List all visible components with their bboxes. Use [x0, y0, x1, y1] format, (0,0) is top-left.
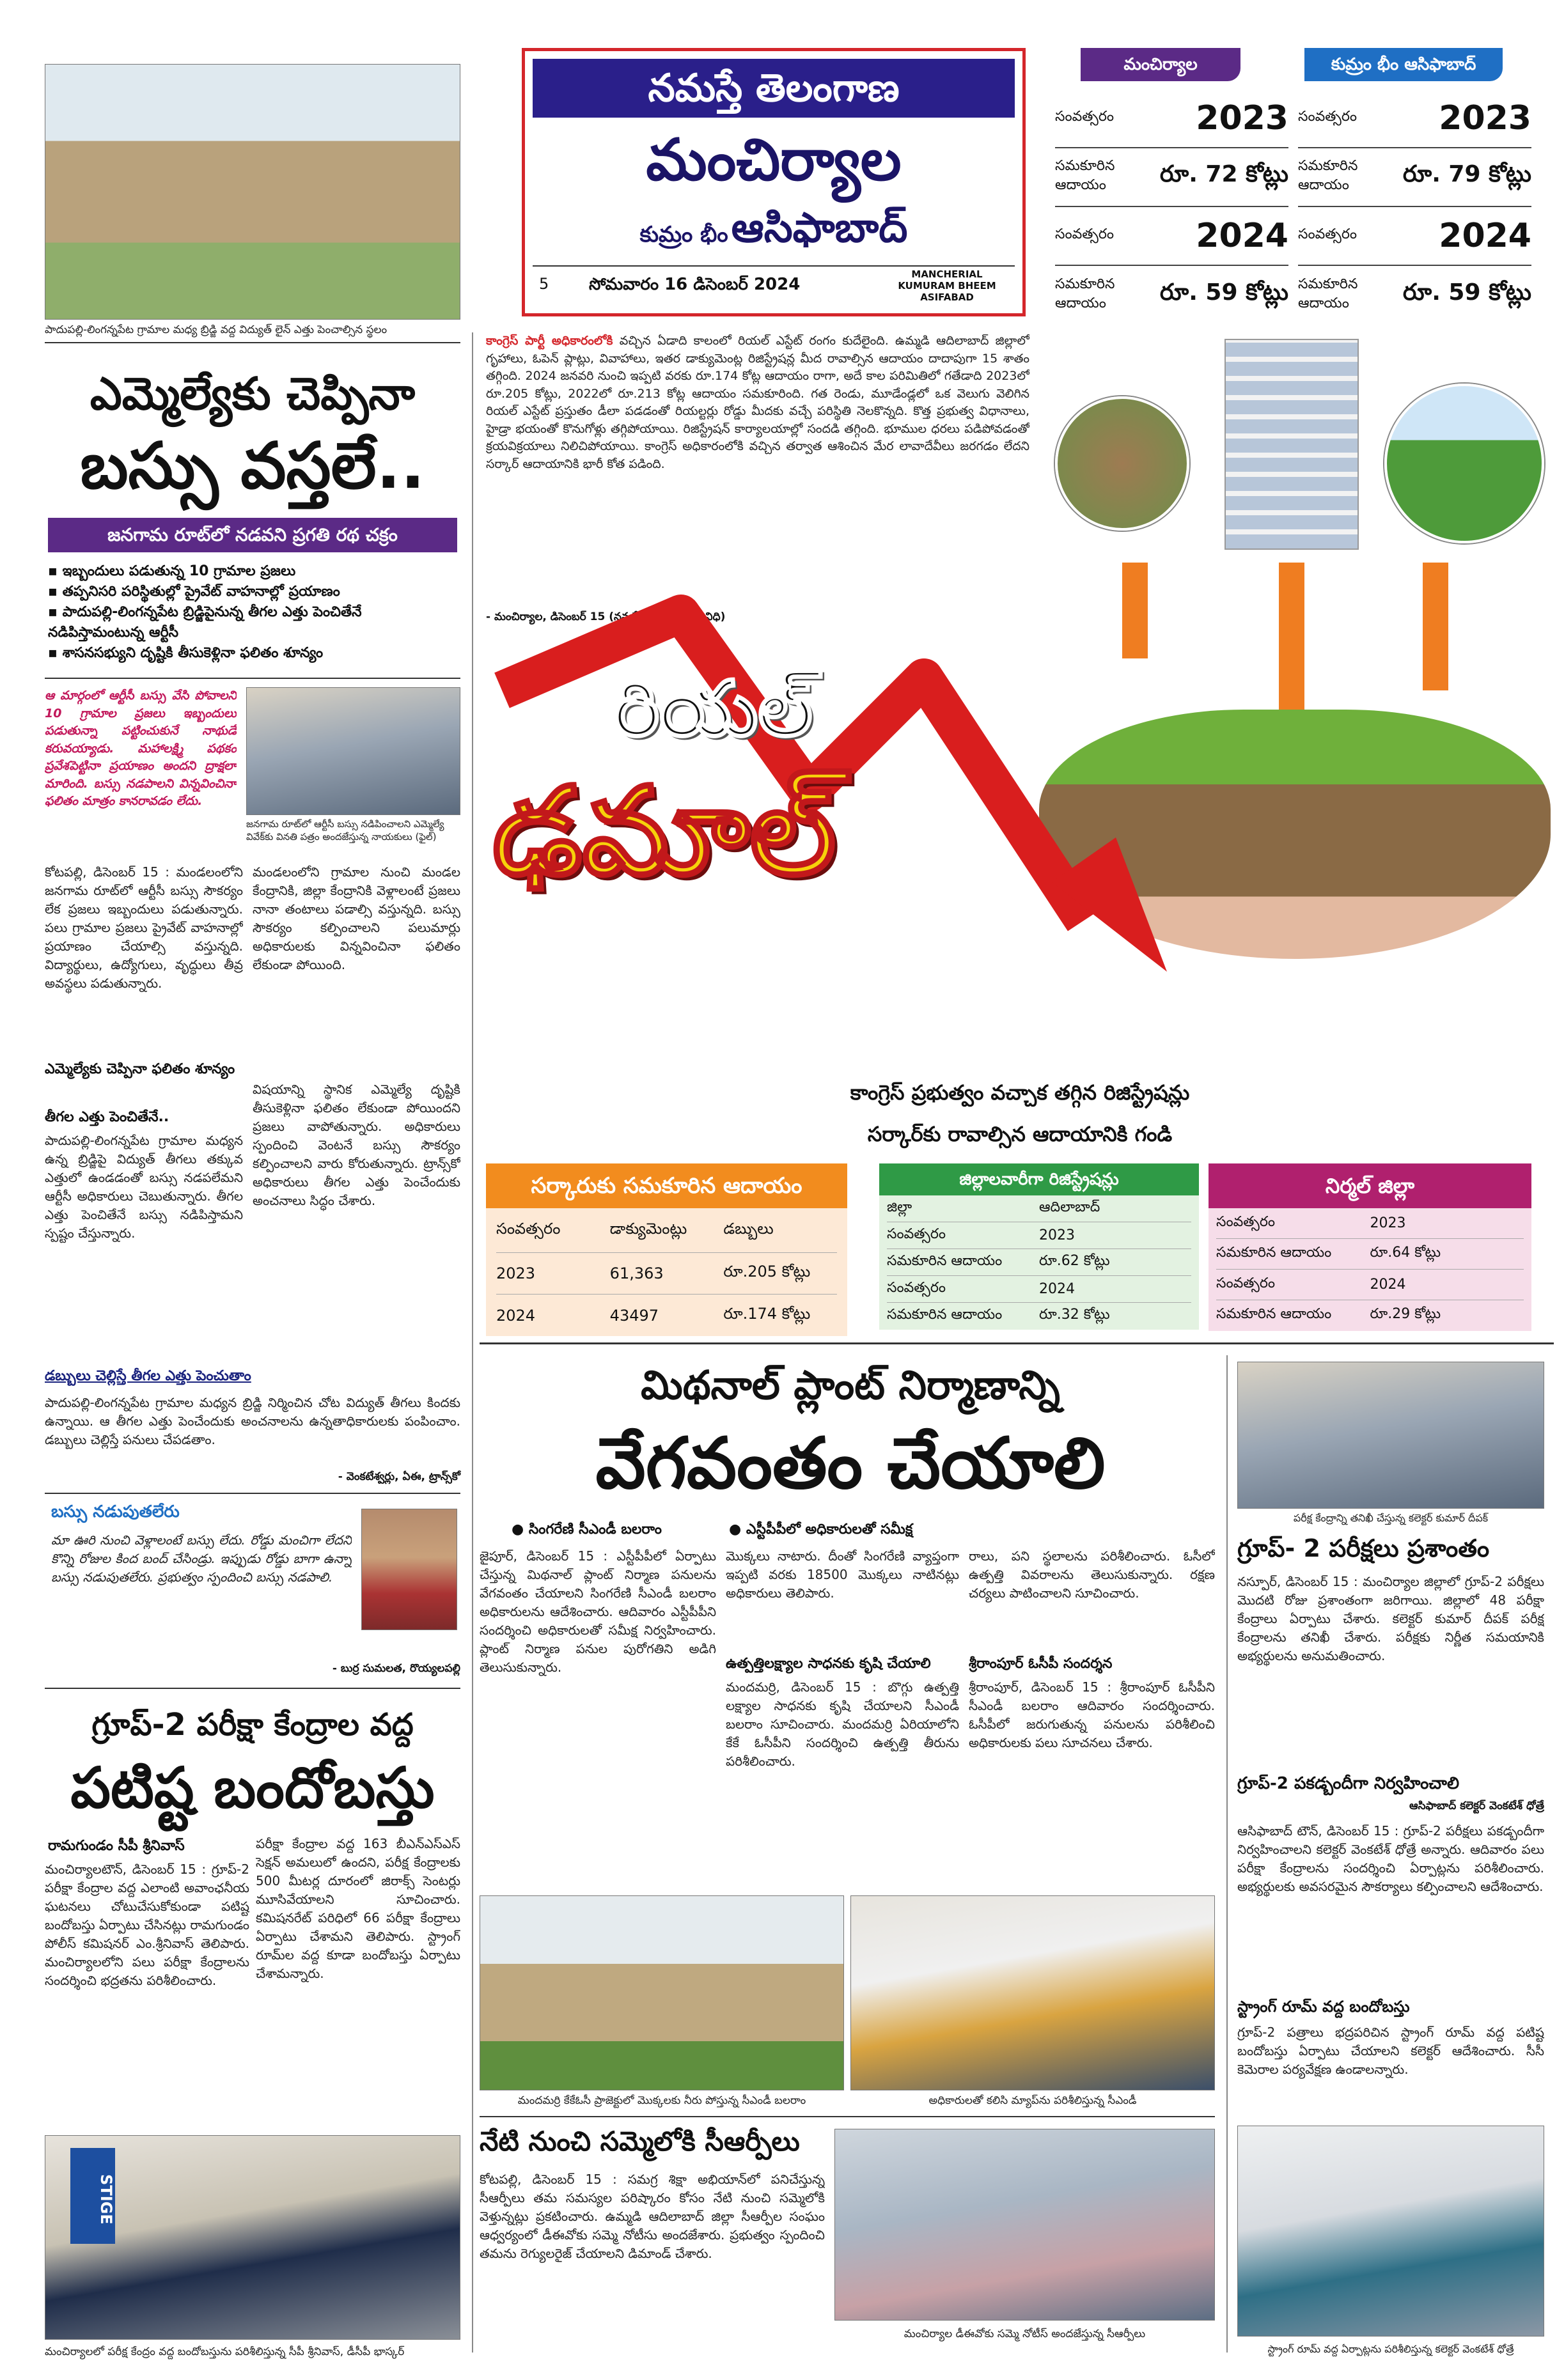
- table-header: డబ్బులు: [723, 1219, 774, 1238]
- realestate-headline-2: ఢమాల్: [492, 761, 836, 902]
- asifabad-stats-title: కుమ్రం భీం ఆసిఫాబాద్: [1304, 48, 1503, 81]
- table-row: [1216, 1208, 1524, 1239]
- column-rule: [472, 332, 473, 2353]
- stats-value: రూ. 59 కోట్లు: [1402, 279, 1531, 306]
- masthead-box: [522, 48, 1026, 316]
- table-cell: సమకూరిన ఆదాయం: [887, 1252, 1003, 1269]
- table-cell: 61,363: [609, 1264, 664, 1282]
- adilabad-table: [879, 1195, 1199, 1330]
- revenue-table-title: సర్కారుకు సమకూరిన ఆదాయం: [486, 1163, 847, 1208]
- stats-row: [1298, 266, 1531, 325]
- sub-district-line: [525, 205, 1022, 261]
- lead-label: కాంగ్రెస్ పార్టీ అధికారంలోకి: [486, 334, 613, 348]
- quote-byline: - బుర్ర సుమలత, రొయ్యలపల్లి: [332, 1662, 460, 1675]
- divider: [45, 342, 460, 343]
- table-cell: 2024: [1039, 1281, 1075, 1297]
- stats-label: సమకూరిన ఆదాయం: [1055, 158, 1115, 193]
- stats-row: [1055, 148, 1288, 207]
- exam-check-photo-caption: పరీక్ష కేంద్రాన్ని తనిఖీ చేస్తున్న కలెక్టర్ కుమార్ దీపక్: [1293, 1512, 1489, 1524]
- bus-bullets: [48, 561, 457, 663]
- exam-check-photo: [1237, 1362, 1544, 1509]
- crp-headline: నేటి నుంచి సమ్మెలోకి సీఆర్పీలు: [480, 2126, 800, 2157]
- methanol-subhead-right: శ్రీరాంపూర్ ఓసీపీ సందర్శన: [969, 1656, 1113, 1672]
- stats-value: రూ. 72 కోట్లు: [1159, 161, 1288, 187]
- bus-story-col2: మండలంలోని గ్రామాల నుంచి మండల కేంద్రానికి, జిల్లా కేంద్రానికి వెళ్లాలంటే ప్రజలు నానా తంటాలు పడాల్సి వస్తున్నది. బస్సు సౌకర్యం కల్పించాలని పలుమార్లు అధికారులకు విన్నవించినా ఫలితం లేకుండా పోయింది.: [253, 864, 460, 972]
- paper-name-band: నమస్తే తెలంగాణ: [533, 59, 1015, 118]
- plantation-photo-caption: మందమర్రి కేకేఓసీ ప్రాజెక్టులో మొక్కలకు నీరు పోస్తున్న సీఎండీ బలరాం: [517, 2094, 806, 2107]
- divider: [480, 1342, 1554, 1344]
- pink-intro: ఆ మార్గంలో ఆర్టీసీ బస్సు వేసి పోవాలని 10 గ్రామాల ప్రజలు ఇబ్బందులు పడుతున్నా పట్టించుకునే నాథుడే కరువయ్యాడు. మహాలక్ష్మి పథకం ప్రవేశపెట్టినా ప్రయాణం అందని ద్రాక్షలా మారింది. బస్సు నడపాలని విన్నవించినా ఫలితం మాత్రం కానరావడం లేదు.: [45, 688, 237, 809]
- table-row: [1216, 1270, 1524, 1300]
- stats-value: 2024: [1439, 217, 1531, 255]
- table-header-row: [496, 1208, 837, 1253]
- methanol-col1: జైపూర్, డిసెంబర్ 15 : ఎస్టీపీపీలో ఏర్పాటు చేస్తున్న మిథనాల్ ప్లాంట్ నిర్మాణ పనులను వేగవంతం చేయాలని సింగరేణి సీఎండీ బలరాం అధికారులను ఆదేశించారు. ఆదివారం ఎస్టీపీపీని సందర్శించి అధికారులతో సమీక్ష నిర్వహించారు. ప్లాంట్ నిర్మాణ పనుల పురోగతిని అడిగి తెలుసుకున్నారు.: [480, 1548, 716, 1675]
- mancherial-stats-title: మంచిర్యాల: [1081, 48, 1240, 81]
- group2-peaceful-headline: గ్రూప్- 2 పరీక్షలు ప్రశాంతం: [1237, 1534, 1490, 1562]
- masthead-divider: [533, 265, 1015, 267]
- stats-row: [1298, 148, 1531, 207]
- table-cell: 2024: [496, 1306, 536, 1325]
- group2-subhead-1: గ్రూప్-2 పకడ్బందీగా నిర్వహించాలి: [1237, 1774, 1459, 1793]
- subhead-wires: తీగల ఎత్తు పెంచితేనే..: [45, 1109, 169, 1125]
- stats-label: సంవత్సరం: [1298, 226, 1357, 242]
- orange-arrow-left: [1122, 563, 1148, 658]
- stats-label: సంవత్సరం: [1055, 226, 1115, 242]
- edition-english: MANCHERIAL KUMURAM BHEEM ASIFABAD: [898, 268, 996, 303]
- group2-story-col2: పరీక్షా కేంద్రాల వద్ద 163 బీఎన్ఎస్ఎస్ సెక్షన్ అమలులో ఉందని, పరీక్ష కేంద్రాలకు 500 మీటర్ల దూరంలో జిరాక్స్ సెంటర్లు మూసివేయాలని సూచించారు. కమిషనరేట్ పరిధిలో 66 పరీక్షా కేంద్రాలు ఏర్పాటు చేశామని తెలిపారు. స్ట్రాంగ్ రూమ్‌ల వద్ద కూడా బందోబస్తు ఏర్పాటు చేశామన్నారు.: [256, 1836, 460, 1981]
- methanol-col3: రాలు, పని స్థలాలను పరిశీలించారు. ఓసీలో ఉత్పత్తి వివరాలను తెలుసుకున్నారు. రక్షణ చర్యలు పాటించాలని సూచించారు.: [969, 1548, 1215, 1601]
- subhead-mla: ఎమ్మెల్యేకు చెప్పినా ఫలితం శూన్యం: [45, 1061, 235, 1077]
- quote-box-text: మా ఊరి నుంచి వెళ్లాలంటే బస్సు లేదు. రోడ్డు మంచిగా లేదని కొన్ని రోజుల కింద బంద్ చేసిండ్రు. ఇప్పుడు రోడ్డు బాగా ఉన్నా బస్సు నడుపుతలేరు. ప్రభుత్వం స్పందించి బస్సు నడపాలి.: [51, 1532, 352, 1585]
- table-cell: 2023: [1039, 1227, 1075, 1243]
- stats-value: రూ. 79 కోట్లు: [1402, 161, 1531, 187]
- table-row: [887, 1249, 1191, 1276]
- realestate-sub-1: కాంగ్రెస్ ప్రభుత్వం వచ్చాక తగ్గిన రిజిస్ట్రేషన్లు: [850, 1080, 1190, 1105]
- building-image: [1224, 339, 1359, 550]
- table-cell: 43497: [609, 1306, 659, 1325]
- road-photo-caption: పాదుపల్లి-లింగన్నపేట గ్రామాల మధ్య బ్రిడ్జి వద్ద విద్యుత్ లైన్ ఎత్తు పెంచాల్సిన స్థలం: [45, 323, 387, 336]
- bus-story-col2b: విషయాన్ని స్థానిక ఎమ్మెల్యే దృష్టికి తీసుకెళ్లినా ఫలితం లేకుండా పోయిందని ప్రజలు వాపోతున్నారు. అధికారులు స్పందించి వెంటనే బస్సు సౌకర్యం కల్పించాలని వారు కోరుతున్నారు. ట్రాన్స్‌కో అధికారులు తీగల ఎత్తు పెంచేందుకు అంచనాలు సిద్ధం చేశారు.: [253, 1082, 460, 1208]
- petition-photo: [246, 687, 460, 815]
- lead-byline: - మంచిర్యాల, డిసెంబర్ 15 (నమస్తే తెలంగాణ ప్రతినిధి): [486, 611, 726, 623]
- bullet-item: ▪ పాదుపల్లి-లింగన్నపేట బ్రిడ్జిపైనున్న తీగల ఎత్తు పెంచితేనే నడిపిస్తామంటున్న ఆర్టీసీ: [48, 603, 362, 641]
- strongroom-photo-caption: స్ట్రాంగ్ రూమ్ వద్ద ఏర్పాట్లను పరిశీలిస్తున్న కలెక్టర్ వెంకటేశ్ ధోత్రే: [1267, 2343, 1514, 2355]
- bullet-item: ▪ ఇబ్బందులు పడుతున్న 10 గ్రామాల ప్రజలు: [48, 563, 296, 579]
- stats-row: [1298, 207, 1531, 266]
- strongroom-story: గ్రూప్-2 పత్రాలు భద్రపరిచిన స్ట్రాంగ్ రూమ్ వద్ద పటిష్ట బందోబస్తు ఏర్పాటు చేయాలని కలెక్టర్ ఆదేశించారు. సీసీ కెమెరాల పర్యవేక్షణ ఉండాలన్నారు.: [1237, 2025, 1544, 2077]
- methanol-subhead-mid: ఉత్పత్తిలక్ష్యాల సాధనకు కృషి చేయాలి: [726, 1656, 931, 1672]
- stats-label: సమకూరిన ఆదాయం: [1298, 276, 1358, 311]
- table-cell: రూ.62 కోట్లు: [1039, 1252, 1110, 1269]
- table-cell: 2023: [1370, 1215, 1406, 1231]
- asifabad-stats: [1298, 89, 1531, 325]
- bus-headline-2: బస్సు వస్తలే..: [80, 428, 425, 503]
- stats-value: 2023: [1196, 99, 1288, 137]
- stats-value: 2024: [1196, 217, 1288, 255]
- revenue-table: [486, 1208, 847, 1336]
- table-row: [887, 1276, 1191, 1303]
- methanol-col3b: శ్రీరాంపూర్, డిసెంబర్ 15 : శ్రీరాంపూర్ ఓసీపీని సీఎండీ బలరాం ఆదివారం సందర్శించారు. ఓసీపీలో జరుగుతున్న పనులను పరిశీలించి అధికారులకు పలు సూచనలు చేశారు.: [969, 1679, 1215, 1750]
- group2-dateline: రామగుండం సీపీ శ్రీనివాస్: [48, 1838, 185, 1854]
- column-rule: [1226, 1355, 1228, 2353]
- subhead-payment: డబ్బులు చెల్లిస్తే తీగల ఎత్తు పెంచుతాం: [45, 1368, 251, 1384]
- map-review-photo-caption: అధికారులతో కలిసి మ్యాప్‌ను పరిశీలిస్తున్న సీఎండీ: [928, 2094, 1137, 2107]
- table-header: డాక్యుమెంట్లు: [609, 1219, 687, 1238]
- road-photo: [45, 64, 460, 320]
- table-cell: రూ.29 కోట్లు: [1370, 1306, 1441, 1322]
- stats-value: 2023: [1439, 99, 1531, 137]
- methanol-headline-2: వేగవంతం చేయాలి: [595, 1422, 1106, 1504]
- mancherial-stats: [1055, 89, 1288, 325]
- stats-label: సమకూరిన ఆదాయం: [1055, 276, 1115, 311]
- petition-photo-caption: జనగామ రూట్‌లో ఆర్టీసీ బస్సు నడిపించాలని ఎమ్మెల్యే వివేక్‌కు వినతి పత్రం అందజేస్తున్న నాయకులు (ఫైల్): [246, 818, 444, 843]
- table-row: [1216, 1300, 1524, 1331]
- ae-byline: - వెంకటేశ్వర్లు, ఏఈ, ట్రాన్స్‌కో: [338, 1470, 460, 1483]
- group2-story-col1: మంచిర్యాలటౌన్, డిసెంబర్ 15 : గ్రూప్-2 పరీక్షా కేంద్రాల వద్ద ఎలాంటి అవాంఛనీయ ఘటనలు చోటుచేసుకోకుండా పటిష్ట బందోబస్తు ఏర్పాటు చేసినట్లు రామగుండం పోలీస్ కమిషనర్ ఎం.శ్రీనివాస్ తెలిపారు. మంచిర్యాలలోని పలు పరీక్షా కేంద్రాలను సందర్శించి భద్రతను పరిశీలించారు.: [45, 1862, 249, 1988]
- plantation-photo: [480, 1895, 844, 2090]
- lead-story-text: కాంగ్రెస్ పార్టీ అధికారంలోకి వచ్చిన ఏడాది కాలంలో రియల్ ఎస్టేట్ రంగం కుదేలైంది. ఉమ్మడి ఆదిలాబాద్ జిల్లాలో గృహాలు, ఓపెన్ ప్లాట్లు, వివాహాలు, ఇతర డాక్యుమెంట్ల రిజిస్ట్రేషన్ల మీద రావాల్సిన ఆదాయం దాదాపుగా 15 శాతం తగ్గింది. 2024 జనవరి నుంచి ఇప్పటి వరకు రూ.174 కోట్ల ఆదాయం రాగా, అదే కాల పరిమితిలో గతేడాది 2023లో రూ.205 కోట్లు, 2022లో రూ.213 కోట్ల ఆదాయం సమకూరింది. గత రెండు, మూడేండ్లలో ఒక వెలుగు వెలిగిన రియల్ ఎస్టేట్ ప్రస్తుతం డీలా పడడంతో రియల్టర్లు రోడ్డు మీదకు వచ్చే పరిస్థితి నెలకొన్నది. కొత్త ప్రభుత్వ విధానాలు, హైడ్రా భయంతో కొనుగోళ్లు తగ్గిపోయాయి. రిజిస్ట్రేషన్ కార్యాలయాల్లో సందడి తగ్గింది. భూముల ధరలు పడిపోవడంతో క్రయవిక్రయాలు నిలిచిపోయాయి. కాంగ్రెస్ అధికారంలోకి వచ్చిన తర్వాత ఆశించిన మేర లావాదేవీలు జరగడం లేదని సర్కార్ ఆదాయానికి భారీ కోత పడింది.: [486, 334, 1029, 471]
- bullet-item: ▪ తప్పనిసరి పరిస్థితుల్లో ప్రైవేట్ వాహనాల్లో ప్రయాణం: [48, 583, 340, 600]
- table-cell: రూ.64 కోట్లు: [1370, 1244, 1441, 1261]
- farm-circle-image: [1384, 384, 1544, 543]
- police-photo-caption: మంచిర్యాలలో పరీక్ష కేంద్రం వద్ద బందోబస్తును పరిశీలిస్తున్న సీపీ శ్రీనివాస్, డీసీపీ భాస్కర్: [45, 2345, 405, 2358]
- issue-date: సోమవారం 16 డిసెంబర్ 2024: [589, 275, 801, 294]
- stats-label: సమకూరిన ఆదాయం: [1298, 158, 1358, 193]
- group2-headline-2: పటిష్ట బందోబస్తు: [70, 1755, 435, 1821]
- stats-row: [1055, 89, 1288, 148]
- group2-subhead-2: స్ట్రాంగ్ రూమ్ వద్ద బందోబస్తు: [1237, 1998, 1410, 2016]
- sub-district-name: ఆసిఫాబాద్: [731, 205, 908, 252]
- police-photo-stige-sign: STIGE: [70, 2148, 115, 2244]
- bus-story-col1b: పాదుపల్లి-లింగన్నపేట గ్రామాల మధ్యన ఉన్న బ్రిడ్జిపై విద్యుత్ తీగలు తక్కువ ఎత్తులో ఉండడంతో బస్సు నడపలేమని ఆర్టీసీ అధికారులు చెబుతున్నారు. తీగల ఎత్తు పెంచితేనే బస్సు నడిపిస్తామని స్పష్టం చేస్తున్నారు.: [45, 1133, 243, 1241]
- table-cell: రూ.205 కోట్లు: [723, 1263, 811, 1280]
- crp-photo: [834, 2129, 1215, 2321]
- table-cell: సంవత్సరం: [887, 1225, 946, 1242]
- page-number: 5: [539, 275, 549, 293]
- group2-byline-1: ఆసిఫాబాద్ కలెక్టర్ వెంకటేశ్ ధోత్రే: [1409, 1800, 1544, 1812]
- table-cell: సంవత్సరం: [1216, 1275, 1276, 1291]
- table-row: [887, 1222, 1191, 1249]
- nirmal-table-title: నిర్మల్ జిల్లా: [1209, 1163, 1531, 1208]
- stats-label: సంవత్సరం: [1055, 109, 1115, 125]
- stats-row: [1298, 89, 1531, 148]
- methanol-sub-b: ● ఎస్టీపీపీలో అధికారులతో సమీక్ష: [729, 1521, 913, 1537]
- divider: [480, 2116, 1215, 2117]
- adilabad-table-title: జిల్లాలవారీగా రిజిస్ట్రేషన్లు: [879, 1163, 1199, 1195]
- table-row: [887, 1303, 1191, 1330]
- quote-box-title: బస్సు నడుపుతలేరు: [51, 1502, 180, 1521]
- realestate-sub-2: సర్కార్‌కు రావాల్సిన ఆదాయానికి గండి: [867, 1122, 1173, 1146]
- table-row: [887, 1195, 1191, 1222]
- crp-photo-caption: మంచిర్యాల డీఈవోకు సమ్మె నోటీస్ అందజేస్తున్న సీఆర్పీలు: [904, 2328, 1146, 2340]
- group2-peaceful-story: నస్పూర్, డిసెంబర్ 15 : మంచిర్యాల జిల్లాలో గ్రూప్-2 పరీక్షలు మొదటి రోజు ప్రశాంతంగా జరిగాయి. జిల్లాలో 48 పరీక్షా కేంద్రాలు ఏర్పాటు చేశారు. కలెక్టర్ కుమార్ దీపక్ పరీక్ష కేంద్రాలను తనిఖీ చేశారు. పరీక్షకు నిర్ణీత సమయానికి అభ్యర్థులను అనుమతించారు.: [1237, 1574, 1544, 1663]
- woman-photo: [361, 1509, 457, 1630]
- methanol-sub-a: ● సింగరేణి సీఎండీ బలరాం: [512, 1521, 662, 1537]
- crp-story: కోటపల్లి, డిసెంబర్ 15 : సమగ్ర శిక్షా అభియాన్‌లో పనిచేస్తున్న సీఆర్పీలు తమ సమస్యల పరిష్కారం కోసం నేటి నుంచి సమ్మెలోకి వెళ్తున్నట్లు ప్రకటించారు. ఉమ్మడి ఆదిలాబాద్ జిల్లా సీఆర్పీల సంఘం ఆధ్వర్యంలో డీఈవోకు సమ్మె నోటీసు అందజేశారు. ప్రభుత్వం స్పందించి తమను రెగ్యులరైజ్ చేయాలని డిమాండ్ చేశారు.: [480, 2172, 825, 2261]
- divider: [45, 1688, 460, 1689]
- divider: [45, 678, 460, 679]
- bus-story-ae: పాదుపల్లి-లింగన్నపేట గ్రామాల మధ్యన బ్రిడ్జి నిర్మించిన చోట విద్యుత్ తీగలు కిందకు ఉన్నాయి. ఆ తీగల ఎత్తు పెంచేందుకు అంచనాలను ఉన్నతాధికారులకు పంపించాం. డబ్బులు చెల్లిస్తే పనులు చేపడతాం.: [45, 1395, 460, 1447]
- sub-district-prefix: కుమ్రం భీం: [639, 222, 728, 247]
- table-cell: 2023: [496, 1264, 536, 1282]
- bus-headline-1: ఎమ్మెల్యేకు చెప్పినా: [90, 368, 416, 420]
- table-cell: సంవత్సరం: [1216, 1213, 1276, 1230]
- strongroom-photo: [1237, 2126, 1544, 2337]
- table-cell: రూ.174 కోట్లు: [723, 1304, 811, 1323]
- orange-arrow-mid: [1279, 563, 1304, 729]
- nirmal-table: [1209, 1208, 1531, 1331]
- table-cell: జిల్లా: [887, 1199, 912, 1215]
- stats-row: [1055, 266, 1288, 325]
- stats-row: [1055, 207, 1288, 266]
- stats-label: సంవత్సరం: [1298, 109, 1357, 125]
- table-cell: సమకూరిన ఆదాయం: [1216, 1244, 1332, 1261]
- group2-headline-1: గ్రూప్-2 పరీక్షా కేంద్రాల వద్ద: [91, 1707, 414, 1743]
- orange-arrow-right: [1423, 563, 1448, 690]
- district-title: మంచిర్యాల: [646, 127, 902, 194]
- land-on-hand-image: [1039, 710, 1551, 959]
- table-cell: ఆదిలాబాద్: [1039, 1199, 1100, 1215]
- table-header: సంవత్సరం: [496, 1219, 561, 1238]
- asifabad-group2-story: ఆసిఫాబాద్ టౌన్, డిసెంబర్ 15 : గ్రూప్-2 పరీక్షలు పకడ్బందీగా నిర్వహించాలని కలెక్టర్ వెంకటేశ్ ధోత్రే అన్నారు. ఆదివారం పలు పరీక్షా కేంద్రాలను సందర్శించి ఏర్పాట్లను పరిశీలించారు. అభ్యర్థులకు అవసరమైన సౌకర్యాలు కల్పించాలని ఆదేశించారు.: [1237, 1823, 1544, 1894]
- table-row: [1216, 1239, 1524, 1270]
- bullet-item: ▪ శాసనసభ్యుని దృష్టికి తీసుకెళ్లినా ఫలితం శూన్యం: [48, 644, 324, 661]
- methanol-col2: మొక్కలు నాటారు. దీంతో సింగరేణి వ్యాప్తంగా ఇప్పటి వరకు 18500 మొక్కలు నాటినట్లు అధికారులు తెలిపారు.: [726, 1548, 959, 1601]
- table-cell: 2024: [1370, 1277, 1406, 1293]
- realestate-headline-1: రియల్: [614, 665, 813, 754]
- table-cell: సంవత్సరం: [887, 1279, 946, 1296]
- plots-circle-image: [1055, 396, 1189, 531]
- stats-value: రూ. 59 కోట్లు: [1159, 279, 1288, 306]
- table-cell: రూ.32 కోట్లు: [1039, 1307, 1110, 1323]
- table-row: [496, 1253, 837, 1295]
- table-cell: సమకూరిన ఆదాయం: [1216, 1306, 1332, 1322]
- table-row: [496, 1295, 837, 1336]
- bus-story-col1: కోటపల్లి, డిసెంబర్ 15 : మండలంలోని జనగామ రూట్‌లో ఆర్టీసీ బస్సు సౌకర్యం లేక ప్రజలు ఇబ్బందులు పడుతున్నారు. పలు గ్రామాల ప్రజలు ప్రైవేట్ వాహనాల్లో ప్రయాణం చేయాల్సి వస్తున్నది. విద్యార్థులు, ఉద్యోగులు, వృద్ధులు తీవ్ర అవస్థలు పడుతున్నారు.: [45, 864, 243, 991]
- map-review-photo: [850, 1895, 1215, 2090]
- methanol-col2b: మందమర్రి, డిసెంబర్ 15 : బొగ్గు ఉత్పత్తి లక్ష్యాల సాధనకు కృషి చేయాలని సీఎండీ బలరాం సూచించారు. మందమర్రి ఏరియాలోని కేకే ఓసీపీని సందర్శించి ఉత్పత్తి తీరును పరిశీలించారు.: [726, 1679, 959, 1769]
- methanol-headline-1: మిథనాల్ ప్లాంట్ నిర్మాణాన్ని: [641, 1362, 1060, 1408]
- bus-banner: జనగామ రూట్‌లో నడవని ప్రగతి రథ చక్రం: [48, 518, 457, 552]
- table-cell: సమకూరిన ఆదాయం: [887, 1307, 1003, 1323]
- divider: [45, 1493, 460, 1494]
